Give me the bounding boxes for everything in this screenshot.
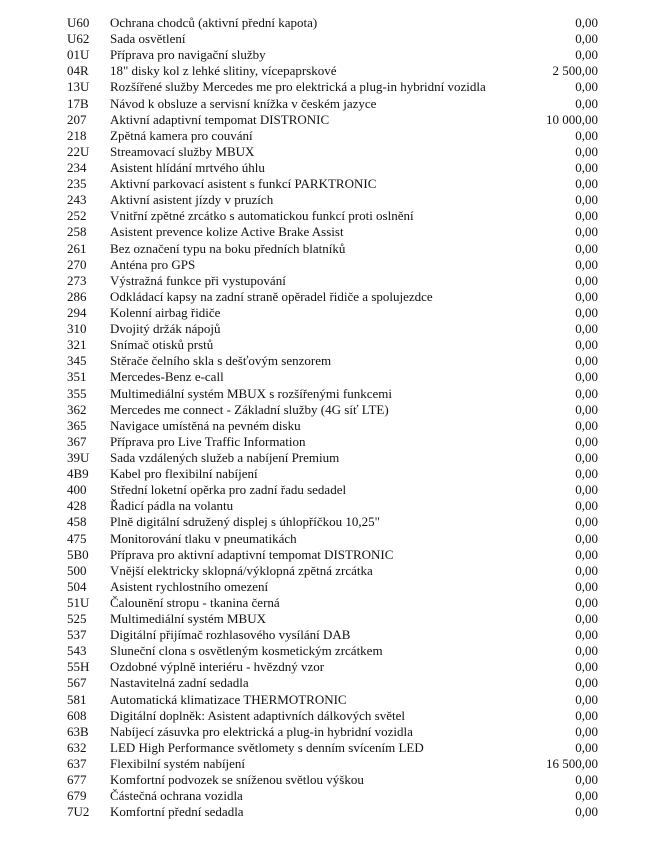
option-price: 16 500,00 — [546, 756, 598, 772]
option-price: 0,00 — [575, 15, 598, 30]
option-price: 0,00 — [575, 176, 598, 192]
option-description: Návod k obsluze a servisní knížka v českém jazyce — [110, 95, 377, 111]
option-description: Střední loketní opěrka pro zadní řadu sedadel — [110, 482, 347, 498]
option-description: Asistent rychlostního omezení — [110, 578, 269, 594]
option-code: 500 — [67, 562, 87, 578]
option-code: 679 — [67, 788, 87, 804]
option-row — [0, 305, 661, 321]
option-description: Plně digitální sdružený displej s úhlopříčkou 10,25" — [110, 514, 380, 530]
option-row — [0, 756, 661, 772]
option-row — [0, 659, 661, 675]
option-row — [0, 611, 661, 627]
option-row — [0, 482, 661, 498]
option-description: Multimediální systém MBUX — [110, 611, 266, 627]
option-description: Streamovací služby MBUX — [110, 143, 255, 159]
option-description: Digitální doplněk: Asistent adaptivních dálkových světel — [110, 707, 405, 723]
option-code: 270 — [67, 256, 87, 272]
option-code: 321 — [67, 337, 87, 353]
option-code: 400 — [67, 482, 87, 498]
option-row — [0, 772, 661, 788]
option-price: 0,00 — [575, 611, 598, 627]
option-code: 458 — [67, 514, 87, 530]
option-row — [0, 257, 661, 273]
option-price: 0,00 — [575, 788, 598, 804]
option-code: 362 — [67, 401, 87, 417]
option-description: Čalounění stropu - tkanina černá — [110, 594, 280, 610]
option-price: 0,00 — [575, 594, 598, 610]
option-description: Odkládací kapsy na zadní straně opěradel řidiče a spolujezdce — [110, 288, 433, 304]
option-price: 0,00 — [575, 288, 598, 304]
option-row — [0, 289, 661, 305]
option-description: Multimediální systém MBUX s rozšířenými funkcemi — [110, 385, 392, 401]
option-price: 0,00 — [575, 127, 598, 143]
option-row — [0, 96, 661, 112]
option-description: Komfortní podvozek se sníženou světlou výškou — [110, 772, 364, 788]
option-description: Digitální přijímač rozhlasového vysílání DAB — [110, 627, 351, 643]
option-price: 0,00 — [575, 31, 598, 47]
option-description: Příprava pro aktivní adaptivní tempomat DISTRONIC — [110, 546, 394, 562]
option-row — [0, 321, 661, 337]
option-price: 0,00 — [575, 530, 598, 546]
option-description: Sada vzdálených služeb a nabíjení Premium — [110, 449, 340, 465]
option-description: Anténa pro GPS — [110, 256, 196, 272]
option-code: 04R — [67, 63, 89, 79]
option-price: 0,00 — [575, 256, 598, 272]
option-price: 0,00 — [575, 240, 598, 256]
option-code: 252 — [67, 208, 87, 224]
option-code: 543 — [67, 643, 87, 659]
option-price: 0,00 — [575, 159, 598, 175]
option-price: 0,00 — [575, 675, 598, 691]
option-code: 51U — [67, 594, 90, 610]
option-price: 10 000,00 — [546, 111, 598, 127]
option-code: 243 — [67, 192, 87, 208]
option-code: 17B — [67, 95, 89, 111]
option-description: Mercedes-Benz e-call — [110, 369, 224, 385]
option-row — [0, 386, 661, 402]
option-code: 581 — [67, 691, 87, 707]
option-row — [0, 418, 661, 434]
option-description: Monitorování tlaku v pneumatikách — [110, 530, 297, 546]
option-row — [0, 353, 661, 369]
option-price: 0,00 — [575, 466, 598, 482]
option-code: 258 — [67, 224, 87, 240]
option-code: 294 — [67, 304, 87, 320]
option-description: Aktivní adaptivní tempomat DISTRONIC — [110, 111, 330, 127]
option-price: 0,00 — [575, 304, 598, 320]
option-row — [0, 724, 661, 740]
option-row — [0, 79, 661, 95]
option-description: Aktivní asistent jízdy v pruzích — [110, 192, 274, 208]
option-code: 351 — [67, 369, 87, 385]
option-price: 0,00 — [575, 643, 598, 659]
option-code: 13U — [67, 79, 90, 95]
option-code: 273 — [67, 272, 87, 288]
option-code: 207 — [67, 111, 87, 127]
option-code: 218 — [67, 127, 87, 143]
option-price: 0,00 — [575, 482, 598, 498]
option-price: 0,00 — [575, 659, 598, 675]
option-description: 18" disky kol z lehké slitiny, vícepaprskové — [110, 63, 337, 79]
option-description: Částečná ochrana vozidla — [110, 788, 243, 804]
option-row — [0, 47, 661, 63]
option-description: Mercedes me connect - Základní služby (4G síť LTE) — [110, 401, 389, 417]
option-description: Nastavitelná zadní sedadla — [110, 675, 249, 691]
option-description: Sluneční clona s osvětleným kosmetickým zrcátkem — [110, 643, 383, 659]
option-description: Ochrana chodců (aktivní přední kapota) — [110, 15, 318, 30]
option-description: Výstražná funkce při vystupování — [110, 272, 286, 288]
option-code: 55H — [67, 659, 90, 675]
option-code: 632 — [67, 739, 87, 755]
option-price: 0,00 — [575, 417, 598, 433]
option-code: 637 — [67, 756, 87, 772]
option-price: 0,00 — [575, 578, 598, 594]
option-code: 677 — [67, 772, 87, 788]
option-row — [0, 514, 661, 530]
option-description: Příprava pro navigační služby — [110, 47, 266, 63]
option-row — [0, 144, 661, 160]
option-description: Flexibilní systém nabíjení — [110, 756, 246, 772]
option-price: 0,00 — [575, 707, 598, 723]
option-code: U60 — [67, 15, 90, 30]
option-description: Asistent prevence kolize Active Brake Assist — [110, 224, 344, 240]
option-price: 0,00 — [575, 143, 598, 159]
option-price: 0,00 — [575, 95, 598, 111]
option-row — [0, 450, 661, 466]
option-row — [0, 128, 661, 144]
option-price: 0,00 — [575, 691, 598, 707]
option-description: LED High Performance světlomety s denním svícením LED — [110, 739, 424, 755]
option-description: Sada osvětlení — [110, 31, 186, 47]
option-price: 0,00 — [575, 739, 598, 755]
option-row — [0, 434, 661, 450]
option-row — [0, 804, 661, 820]
option-code: 475 — [67, 530, 87, 546]
option-row — [0, 402, 661, 418]
option-code: 367 — [67, 433, 87, 449]
option-description: Příprava pro Live Traffic Information — [110, 433, 306, 449]
option-code: 5B0 — [67, 546, 89, 562]
option-price: 0,00 — [575, 353, 598, 369]
option-row — [0, 192, 661, 208]
option-row — [0, 466, 661, 482]
option-description: Bez označení typu na boku předních blatníků — [110, 240, 346, 256]
option-description: Rozšířené služby Mercedes me pro elektrická a plug-in hybridní vozidla — [110, 79, 486, 95]
option-code: 365 — [67, 417, 87, 433]
option-price: 0,00 — [575, 321, 598, 337]
option-code: 310 — [67, 321, 87, 337]
option-description: Automatická klimatizace THERMOTRONIC — [110, 691, 347, 707]
option-code: 7U2 — [67, 804, 90, 820]
option-description: Vnitřní zpětné zrcátko s automatickou funkcí proti oslnění — [110, 208, 414, 224]
option-row — [0, 643, 661, 659]
option-price: 0,00 — [575, 47, 598, 63]
option-price: 0,00 — [575, 627, 598, 643]
option-row — [0, 31, 661, 47]
option-price: 0,00 — [575, 498, 598, 514]
option-row — [0, 692, 661, 708]
option-description: Aktivní parkovací asistent s funkcí PARKTRONIC — [110, 176, 377, 192]
option-row — [0, 15, 661, 31]
option-code: 234 — [67, 159, 87, 175]
option-code: 567 — [67, 675, 87, 691]
option-row — [0, 675, 661, 691]
option-code: 01U — [67, 47, 90, 63]
option-price: 2 500,00 — [552, 63, 598, 79]
option-description: Stěrače čelního skla s dešťovým senzorem — [110, 353, 332, 369]
option-price: 0,00 — [575, 449, 598, 465]
option-code: 63B — [67, 723, 89, 739]
option-row — [0, 160, 661, 176]
option-description: Nabíjecí zásuvka pro elektrická a plug-in hybridní vozidla — [110, 723, 413, 739]
option-row — [0, 547, 661, 563]
option-code: 355 — [67, 385, 87, 401]
option-row — [0, 498, 661, 514]
option-description: Kolenní airbag řidiče — [110, 304, 221, 320]
option-price: 0,00 — [575, 723, 598, 739]
option-code: 235 — [67, 176, 87, 192]
option-price: 0,00 — [575, 772, 598, 788]
option-row — [0, 241, 661, 257]
option-price: 0,00 — [575, 385, 598, 401]
option-code: 261 — [67, 240, 87, 256]
option-row — [0, 563, 661, 579]
option-code: 39U — [67, 449, 90, 465]
option-price: 0,00 — [575, 337, 598, 353]
option-row — [0, 337, 661, 353]
option-code: 22U — [67, 143, 90, 159]
option-price: 0,00 — [575, 401, 598, 417]
option-code: 428 — [67, 498, 87, 514]
option-row — [0, 208, 661, 224]
option-price: 0,00 — [575, 224, 598, 240]
option-row — [0, 224, 661, 240]
option-code: 608 — [67, 707, 87, 723]
option-price: 0,00 — [575, 546, 598, 562]
option-row — [0, 531, 661, 547]
option-row — [0, 740, 661, 756]
option-description: Snímač otisků prstů — [110, 337, 214, 353]
option-description: Vnější elektricky sklopná/výklopná zpětná zrcátka — [110, 562, 373, 578]
option-row — [0, 579, 661, 595]
option-description: Řadicí pádla na volantu — [110, 498, 234, 514]
option-description: Kabel pro flexibilní nabíjení — [110, 466, 258, 482]
option-description: Navigace umístěná na pevném disku — [110, 417, 301, 433]
option-code: 345 — [67, 353, 87, 369]
option-row — [0, 273, 661, 289]
option-row — [0, 63, 661, 79]
option-description: Asistent hlídání mrtvého úhlu — [110, 159, 265, 175]
option-code: 525 — [67, 611, 87, 627]
option-description: Zpětná kamera pro couvání — [110, 127, 253, 143]
option-row — [0, 788, 661, 804]
option-code: 504 — [67, 578, 87, 594]
option-price: 0,00 — [575, 562, 598, 578]
option-price: 0,00 — [575, 369, 598, 385]
option-code: U62 — [67, 31, 90, 47]
option-row — [0, 595, 661, 611]
option-description: Dvojitý držák nápojů — [110, 321, 221, 337]
option-code: 4B9 — [67, 466, 89, 482]
option-row — [0, 112, 661, 128]
option-code: 286 — [67, 288, 87, 304]
option-description: Komfortní přední sedadla — [110, 804, 244, 820]
option-price: 0,00 — [575, 804, 598, 820]
option-row — [0, 627, 661, 643]
option-row — [0, 369, 661, 385]
option-price: 0,00 — [575, 272, 598, 288]
option-row — [0, 176, 661, 192]
option-price: 0,00 — [575, 514, 598, 530]
option-price: 0,00 — [575, 79, 598, 95]
option-price: 0,00 — [575, 433, 598, 449]
option-description: Ozdobné výplně interiéru - hvězdný vzor — [110, 659, 325, 675]
option-price: 0,00 — [575, 192, 598, 208]
option-price: 0,00 — [575, 208, 598, 224]
equipment-price-list — [0, 15, 661, 820]
option-code: 537 — [67, 627, 87, 643]
option-row — [0, 708, 661, 724]
